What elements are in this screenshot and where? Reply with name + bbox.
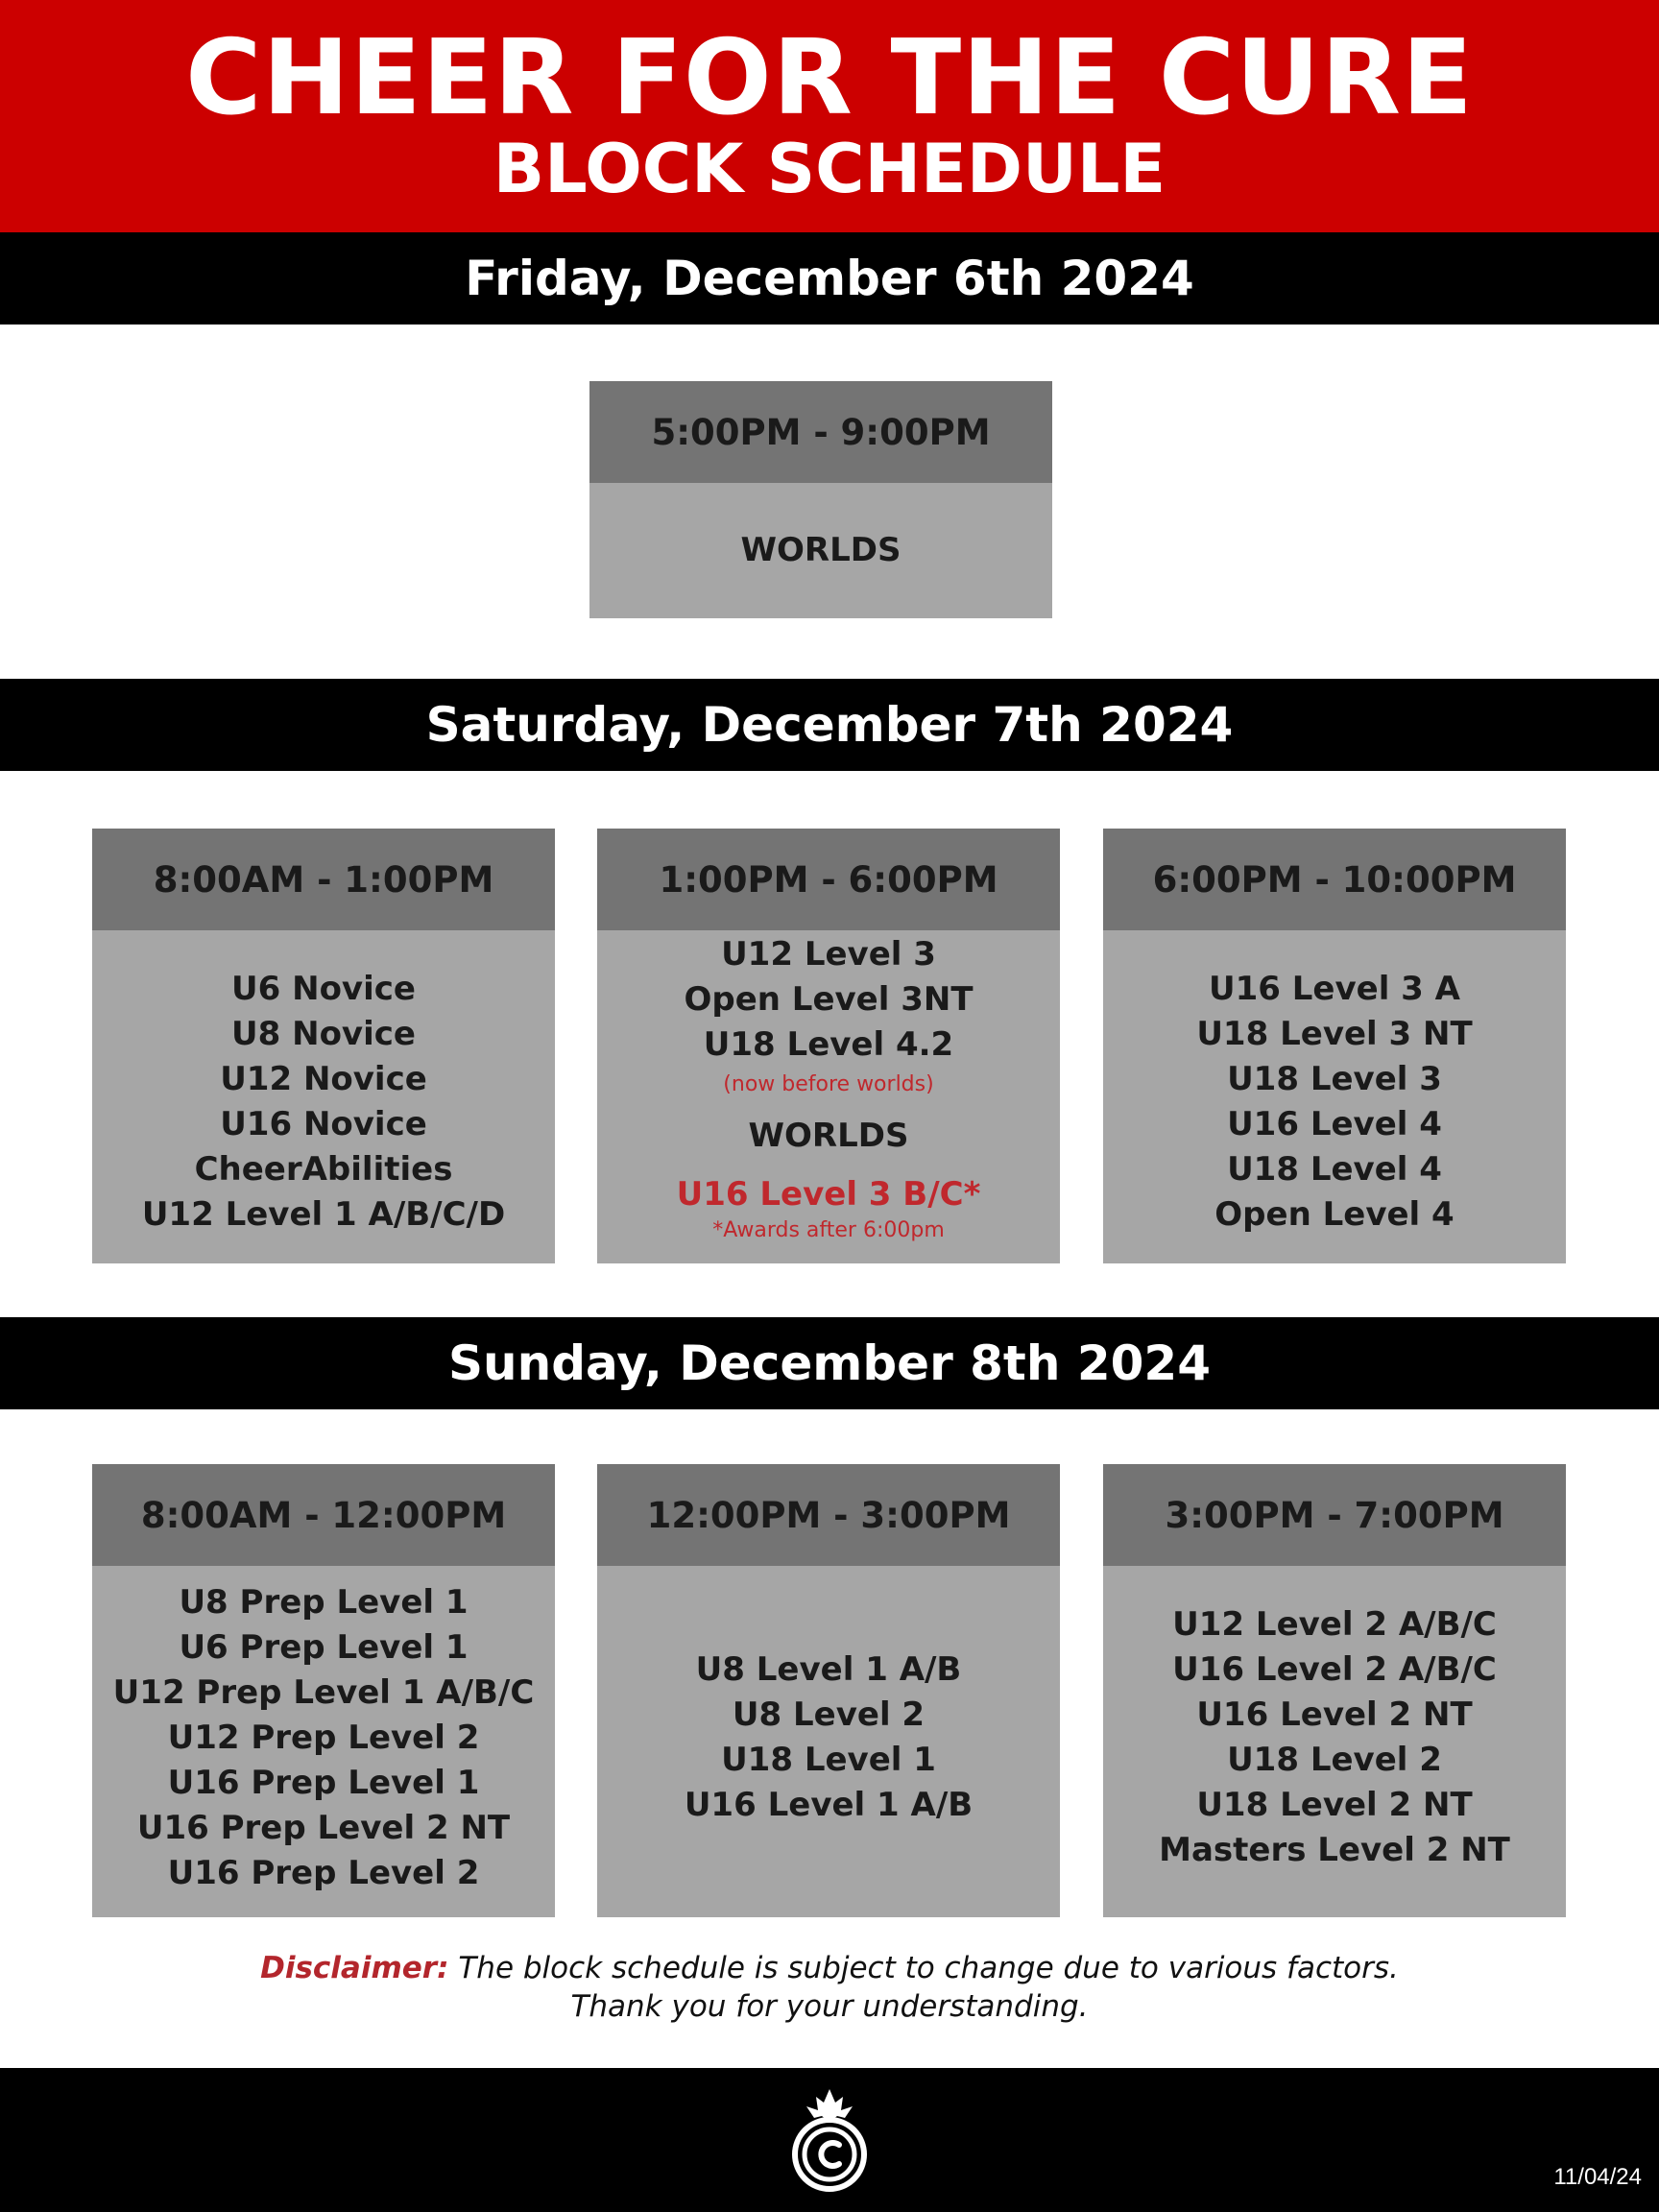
block-item: U16 Prep Level 2 NT [136,1808,511,1847]
block-item: U16 Novice [220,1104,427,1143]
block-item: Open Level 3NT [684,980,974,1019]
block-body [589,483,1052,618]
block-item: U16 Prep Level 2 [167,1853,480,1892]
block-body [1103,1566,1566,1917]
block-saturday-3 [1103,829,1566,1263]
revision-date: 11/04/24 [1553,2164,1642,2190]
disclaimer-label: Disclaimer: [260,1951,449,1985]
block-item: U18 Level 2 [1227,1741,1442,1779]
block-item: U18 Level 4 [1227,1149,1442,1189]
block-body [92,930,555,1263]
event-title: CHEER FOR THE CURE [185,18,1474,138]
block-item: U16 Level 2 NT [1196,1695,1473,1734]
block-item: Masters Level 2 NT [1159,1831,1510,1869]
block-item: CheerAbilities [194,1149,453,1189]
block-saturday-2 [597,829,1060,1263]
block-item: U16 Prep Level 1 [167,1763,480,1802]
block-saturday-1 [92,829,555,1263]
block-item: U12 Level 1 A/B/C/D [141,1194,506,1234]
disclaimer-text: The block schedule is subject to change due to various factors. [458,1951,1399,1985]
block-sunday-2 [597,1464,1060,1917]
block-item: U12 Prep Level 2 [167,1718,480,1757]
block-item: U8 Prep Level 1 [179,1582,469,1622]
block-body [597,930,1060,1263]
block-item: WORLDS [740,531,902,569]
block-item: U12 Novice [220,1059,427,1098]
header-banner [0,0,1659,232]
block-time: 3:00PM - 7:00PM [1103,1464,1566,1566]
block-sunday-1 [92,1464,555,1917]
block-item: U16 Level 2 A/B/C [1172,1650,1497,1689]
block-item: U6 Prep Level 1 [179,1627,469,1667]
day-header-saturday: Saturday, December 7th 2024 [0,679,1659,771]
disclaimer [0,1949,1659,2026]
block-time: 8:00AM - 12:00PM [92,1464,555,1566]
block-item: U16 Level 1 A/B [684,1786,974,1824]
block-item: U18 Level 4.2 [703,1025,954,1064]
block-item: U18 Level 3 [1227,1059,1442,1098]
awards-note: *Awards after 6:00pm [712,1218,945,1242]
block-body [92,1566,555,1917]
block-body [1103,930,1566,1263]
block-item: Open Level 4 [1214,1194,1455,1234]
block-item: U8 Novice [231,1014,416,1053]
block-item: U8 Level 1 A/B [695,1650,962,1689]
block-time: 12:00PM - 3:00PM [597,1464,1060,1566]
disclaimer-line-1 [0,1949,1659,1987]
block-item: U12 Level 2 A/B/C [1172,1605,1497,1644]
block-item: U18 Level 1 [721,1741,936,1779]
block-time: 8:00AM - 1:00PM [92,829,555,930]
block-item: U18 Level 3 NT [1196,1014,1473,1053]
block-item: U12 Prep Level 1 A/B/C [112,1672,535,1712]
schedule-subtitle: BLOCK SCHEDULE [493,130,1166,208]
block-time: 5:00PM - 9:00PM [589,381,1052,483]
schedule-change-note: (now before worlds) [723,1072,934,1096]
day-header-friday: Friday, December 6th 2024 [0,232,1659,325]
maple-leaf-c-logo-icon [785,2087,874,2193]
footer-bar [0,2068,1659,2212]
day-header-sunday: Sunday, December 8th 2024 [0,1317,1659,1409]
block-friday-1 [589,381,1052,618]
block-time: 6:00PM - 10:00PM [1103,829,1566,930]
block-item: U16 Level 4 [1227,1104,1442,1143]
block-item: U6 Novice [231,969,416,1008]
block-item: U16 Level 3 A [1208,969,1460,1008]
disclaimer-line-2: Thank you for your understanding. [570,1989,1089,2024]
block-sunday-3 [1103,1464,1566,1917]
block-body [597,1566,1060,1917]
block-item: U18 Level 2 NT [1196,1786,1473,1824]
block-item: U12 Level 3 [721,935,936,974]
highlighted-block-item: U16 Level 3 B/C* [676,1175,981,1214]
block-item: U8 Level 2 [732,1695,926,1734]
block-time: 1:00PM - 6:00PM [597,829,1060,930]
block-item: WORLDS [748,1117,909,1155]
